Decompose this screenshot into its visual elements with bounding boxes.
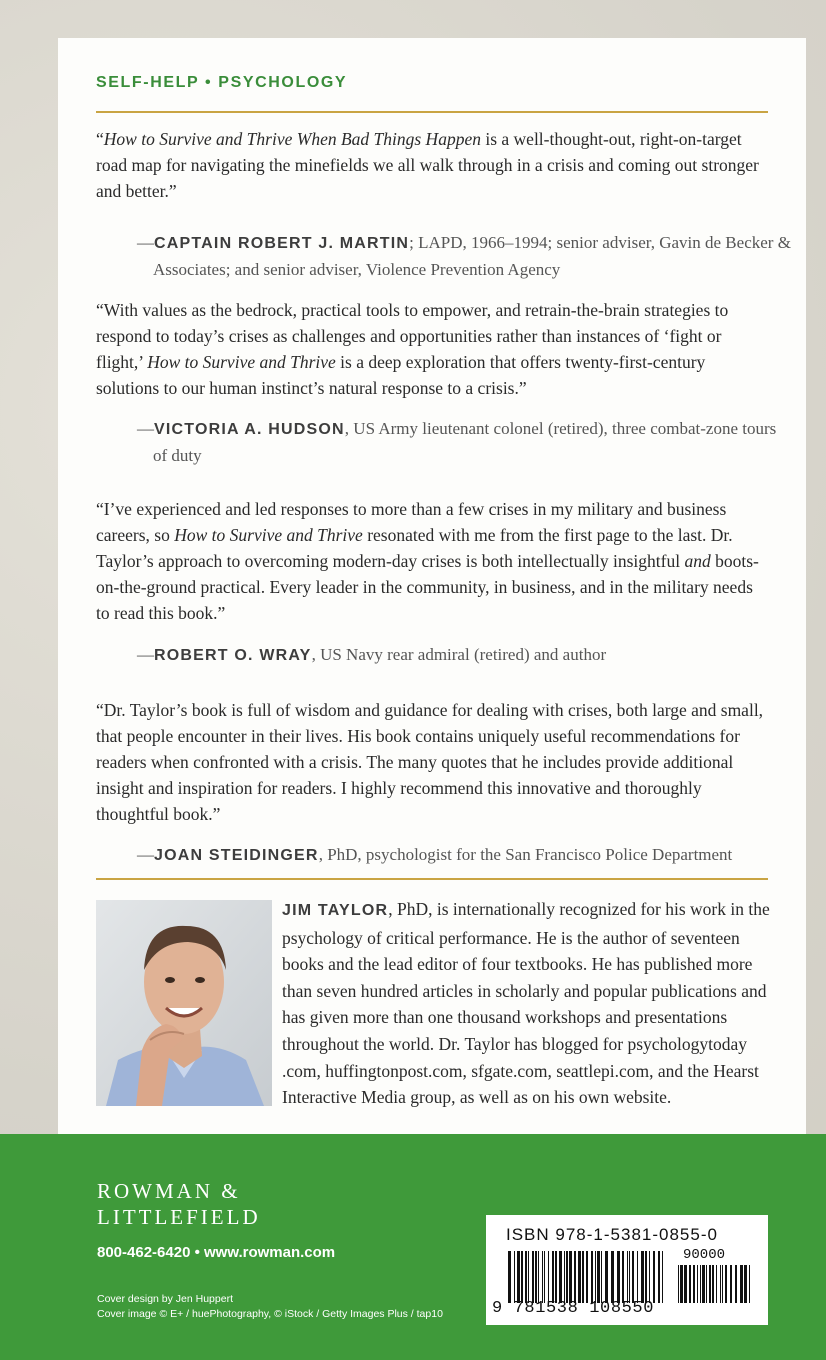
- barcode-bar: [689, 1265, 691, 1303]
- barcode-bar: [521, 1251, 523, 1303]
- barcode-bar: [680, 1265, 683, 1303]
- cover-image-credit: Cover image © E+ / huePhotography, © iStock / Getty Images Plus / tap10: [97, 1308, 443, 1320]
- reviewer-affiliation: , US Navy rear admiral (retired) and author: [311, 645, 607, 664]
- bottom-divider: [96, 878, 768, 880]
- publisher-name-line2: LITTLEFIELD: [97, 1205, 261, 1229]
- book-title: How to Survive and Thrive When Bad Things Happen: [103, 129, 481, 149]
- barcode-bar: [514, 1251, 515, 1303]
- barcode-bar: [697, 1265, 698, 1303]
- book-title: How to Survive and Thrive: [174, 525, 363, 545]
- barcode-bar: [749, 1265, 750, 1303]
- publisher-name-line1: ROWMAN &: [97, 1179, 241, 1203]
- reviewer-affiliation: ; LAPD, 1966–1994; senior adviser, Gavin de Becker & Associates; and senior adviser, Violence Prevention Agency: [153, 233, 791, 279]
- review-text: is a well-thought-out, right-on-target road map for navigating the minefields we all walk through in a crisis and coming out stronger and better.”: [96, 129, 759, 201]
- category-label: SELF-HELP • PSYCHOLOGY: [96, 74, 348, 91]
- review-3-quote: “I’ve experienced and led responses to more than a few crises in my military and business careers, so How to Survive and Thrive resonated with me from the first page to the last. Dr. Taylor’s approach to overcoming modern-day crises is both intellectually insightful and boots-on-the-ground practical. Every leader in the community, in business, and in the military needs to read this book.”: [96, 499, 759, 623]
- barcode-bar: [601, 1251, 602, 1303]
- barcode-bar: [712, 1265, 714, 1303]
- barcode-bar: [566, 1251, 568, 1303]
- barcode-bar: [645, 1251, 647, 1303]
- barcode-bar: [678, 1265, 679, 1303]
- barcode-bar: [744, 1265, 747, 1303]
- barcode-bar: [538, 1251, 539, 1303]
- barcode-bar: [595, 1251, 596, 1303]
- barcode-bar: [649, 1251, 650, 1303]
- barcode-bar: [641, 1251, 644, 1303]
- barcode-bar: [632, 1251, 634, 1303]
- barcode-bar: [574, 1251, 576, 1303]
- top-divider: [96, 111, 768, 113]
- barcode-bar: [548, 1251, 549, 1303]
- author-portrait-illustration: [96, 900, 272, 1106]
- barcode-bar: [720, 1265, 721, 1303]
- back-cover-panel: [58, 38, 806, 1134]
- author-bio-text: , PhD, is internationally recognized for his work in the psychology of critical performance. He is the author of seventeen books and the lead editor of four textbooks. He has published more than seven hundred articles in scholarly and popular publications and has given more than one thousand workshops and presentations throughout the world. Dr. Taylor has blogged for psychologytoday .com, huffingtonpost.com, sfgate.com, seattlepi.com, and the Hearst Interactive Media group, as well as on his own website.: [282, 899, 770, 1108]
- review-2-attribution: —VICTORIA A. HUDSON, US Army lieutenant colonel (retired), three combat-zone tours of duty: [137, 419, 777, 465]
- barcode-bar: [653, 1251, 655, 1303]
- isbn-label: ISBN 978-1-5381-0855-0: [506, 1225, 718, 1244]
- barcode-bar: [535, 1251, 537, 1303]
- barcode-bar: [517, 1251, 520, 1303]
- barcode-bar: [555, 1251, 557, 1303]
- barcode-bar: [684, 1265, 687, 1303]
- barcode-bar: [617, 1251, 620, 1303]
- open-quote: “: [96, 129, 104, 149]
- emphasis: and: [684, 551, 711, 571]
- barcode-bar: [658, 1251, 660, 1303]
- isbn-barcode: [508, 1251, 668, 1303]
- barcode-bar: [702, 1265, 705, 1303]
- review-4-quote: “Dr. Taylor’s book is full of wisdom and guidance for dealing with crises, both large and small, that people encounter in their lives. His book contains uniquely useful recommendations for readers when confronted with a crisis. The many quotes that he includes provide additional insight and inspiration for readers. I highly recommend this innovative and thoroughly thoughtful book.”: [96, 700, 764, 824]
- barcode-bar: [569, 1251, 572, 1303]
- barcode-bar: [716, 1265, 717, 1303]
- price-barcode: [678, 1265, 754, 1303]
- cover-design-credit: Cover design by Jen Huppert: [97, 1293, 233, 1305]
- review-4-attribution: —JOAN STEIDINGER, PhD, psychologist for the San Francisco Police Department: [137, 845, 733, 864]
- barcode-bar: [622, 1251, 624, 1303]
- barcode-bar: [735, 1265, 737, 1303]
- barcode-bar: [528, 1251, 529, 1303]
- review-1-quote: [96, 126, 766, 204]
- barcode-bar: [637, 1251, 638, 1303]
- book-title: How to Survive and Thrive: [147, 352, 336, 372]
- barcode-bar: [740, 1265, 743, 1303]
- barcode-bar: [542, 1251, 543, 1303]
- barcode-bar: [662, 1251, 663, 1303]
- barcode-bar: [508, 1251, 511, 1303]
- barcode-digits: 9 781538 108550: [492, 1299, 655, 1318]
- barcode-bar: [552, 1251, 554, 1303]
- barcode-bar: [544, 1251, 545, 1303]
- price-code: 90000: [683, 1247, 726, 1263]
- barcode-bar: [700, 1265, 701, 1303]
- reviewer-name: JOAN STEIDINGER: [154, 847, 319, 864]
- publisher-contact: 800-462-6420 • www.rowman.com: [97, 1244, 336, 1261]
- barcode-bar: [597, 1251, 600, 1303]
- barcode-bar: [586, 1251, 588, 1303]
- barcode-bar: [706, 1265, 707, 1303]
- barcode-box: [486, 1215, 768, 1325]
- publisher-logo: [97, 1178, 261, 1230]
- author-photo: [96, 900, 272, 1106]
- barcode-bar: [611, 1251, 614, 1303]
- review-2-quote: “With values as the bedrock, practical tools to empower, and retrain-the-brain strategies to respond to today’s crises as challenges and opportunities rather than instances of ‘fight or flight,’ How to Survive and Thrive is a deep exploration that offers twenty-first-century solutions to our human instinct’s natural response to a crisis.”: [96, 300, 729, 398]
- author-name: JIM TAYLOR: [282, 902, 389, 919]
- barcode-bar: [564, 1251, 565, 1303]
- barcode-bar: [525, 1251, 527, 1303]
- author-bio: [282, 896, 782, 1111]
- reviewer-affiliation: , PhD, psychologist for the San Francisco Police Department: [318, 845, 733, 864]
- cover-credits: [97, 1292, 443, 1322]
- barcode-bar: [730, 1265, 732, 1303]
- review-1-attribution: —CAPTAIN ROBERT J. MARTIN; LAPD, 1966–1994; senior adviser, Gavin de Becker & Associates; and senior adviser, Violence Prevention Agency: [137, 233, 791, 279]
- barcode-bar: [693, 1265, 695, 1303]
- barcode-bar: [605, 1251, 608, 1303]
- reviewer-name: CAPTAIN ROBERT J. MARTIN: [154, 235, 410, 252]
- review-3-attribution: —ROBERT O. WRAY, US Navy rear admiral (retired) and author: [137, 645, 607, 664]
- barcode-bar: [725, 1265, 727, 1303]
- barcode-bar: [591, 1251, 593, 1303]
- barcode-bar: [709, 1265, 711, 1303]
- barcode-bar: [627, 1251, 628, 1303]
- reviewer-name: ROBERT O. WRAY: [154, 647, 312, 664]
- barcode-bar: [559, 1251, 562, 1303]
- barcode-bar: [532, 1251, 534, 1303]
- barcode-bar: [722, 1265, 723, 1303]
- barcode-bar: [582, 1251, 584, 1303]
- barcode-bar: [578, 1251, 581, 1303]
- barcode-bar: [629, 1251, 630, 1303]
- reviewer-affiliation: , US Army lieutenant colonel (retired), three combat-zone tours of duty: [153, 419, 777, 465]
- reviewer-name: VICTORIA A. HUDSON: [154, 421, 345, 438]
